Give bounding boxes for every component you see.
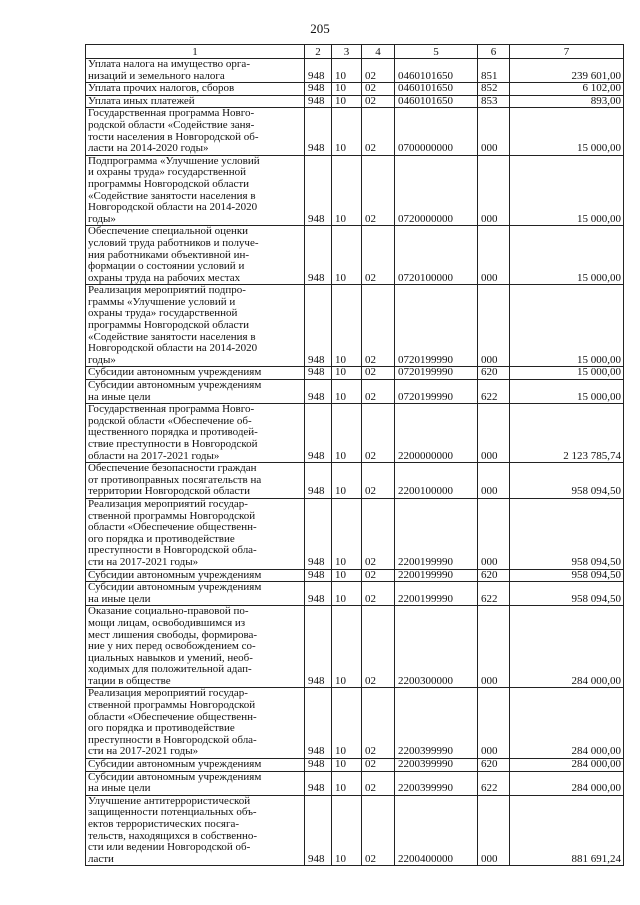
row-amount-cell: 2 123 785,74: [510, 404, 624, 463]
row-ministry-code-cell: 948: [305, 226, 332, 285]
row-subsection-cell: 02: [362, 582, 395, 606]
table-row: [86, 582, 624, 606]
table-row: [86, 367, 624, 380]
header-col-3: 3: [332, 45, 362, 59]
row-target-article-cell: 2200199990: [395, 582, 478, 606]
row-name-cell: Подпрограмма «Улучшение условий и охраны труда» государственной программы Новгородской области «Содействие занятости населения в Новгородской области на 2014-2020 годы»: [86, 155, 305, 226]
page-number: 205: [310, 21, 330, 36]
row-ministry-code-cell: 948: [305, 95, 332, 108]
row-section-cell: 10: [332, 226, 362, 285]
row-target-article-cell: 2200300000: [395, 606, 478, 688]
row-target-article-cell: 0720199990: [395, 380, 478, 404]
row-expense-type-cell: 622: [478, 771, 510, 795]
row-ministry-code-cell: 948: [305, 155, 332, 226]
row-target-article-cell: 0720199990: [395, 367, 478, 380]
row-name-cell: Обеспечение специальной оценки условий труда работников и получе- ния работниками объективной ин- формации о состоянии условий и охраны труда на рабочих местах: [86, 226, 305, 285]
row-subsection-cell: 02: [362, 795, 395, 866]
row-name-cell: Субсидии автономным учреждениям: [86, 569, 305, 582]
row-section-cell: 10: [332, 795, 362, 866]
row-expense-type-cell: 000: [478, 226, 510, 285]
row-ministry-code-cell: 948: [305, 688, 332, 759]
table-row: [86, 771, 624, 795]
row-amount-cell: 284 000,00: [510, 688, 624, 759]
row-target-article-cell: 2200199990: [395, 569, 478, 582]
row-target-article-cell: 2200399990: [395, 688, 478, 759]
row-section-cell: 10: [332, 771, 362, 795]
row-target-article-cell: 0700000000: [395, 108, 478, 155]
table-row: [86, 795, 624, 866]
table-row: [86, 688, 624, 759]
row-ministry-code-cell: 948: [305, 759, 332, 772]
row-subsection-cell: 02: [362, 59, 395, 83]
table-row: [86, 155, 624, 226]
row-amount-cell: 239 601,00: [510, 59, 624, 83]
row-section-cell: 10: [332, 569, 362, 582]
row-expense-type-cell: 000: [478, 688, 510, 759]
row-target-article-cell: 0720000000: [395, 155, 478, 226]
row-amount-cell: 15 000,00: [510, 380, 624, 404]
row-name-cell: Улучшение антитеррористической защищенности потенциальных объ- ектов террористических посяга- тельств, находящихся в собственно- сти или ведении Новгородской об- ласти: [86, 795, 305, 866]
row-section-cell: 10: [332, 380, 362, 404]
row-section-cell: 10: [332, 688, 362, 759]
table-row: [86, 569, 624, 582]
row-section-cell: 10: [332, 498, 362, 569]
row-subsection-cell: 02: [362, 95, 395, 108]
row-section-cell: 10: [332, 759, 362, 772]
row-target-article-cell: 2200100000: [395, 463, 478, 499]
row-target-article-cell: 0720199990: [395, 285, 478, 367]
row-ministry-code-cell: 948: [305, 59, 332, 83]
row-name-cell: Субсидии автономным учреждениям на иные цели: [86, 582, 305, 606]
row-expense-type-cell: 851: [478, 59, 510, 83]
row-subsection-cell: 02: [362, 108, 395, 155]
row-target-article-cell: 2200199990: [395, 498, 478, 569]
row-section-cell: 10: [332, 367, 362, 380]
row-amount-cell: 284 000,00: [510, 771, 624, 795]
row-expense-type-cell: 000: [478, 108, 510, 155]
row-ministry-code-cell: 948: [305, 83, 332, 96]
row-subsection-cell: 02: [362, 155, 395, 226]
row-section-cell: 10: [332, 404, 362, 463]
header-col-5: 5: [395, 45, 478, 59]
row-target-article-cell: 0720100000: [395, 226, 478, 285]
row-name-cell: Реализация мероприятий подпро- граммы «Улучшение условий и охраны труда» государственной программы Новгородской области «Содействие занятости населения в Новгородской области на 2014-2020 годы»: [86, 285, 305, 367]
row-section-cell: 10: [332, 59, 362, 83]
row-ministry-code-cell: 948: [305, 108, 332, 155]
row-section-cell: 10: [332, 606, 362, 688]
row-expense-type-cell: 000: [478, 404, 510, 463]
row-amount-cell: 284 000,00: [510, 759, 624, 772]
table-row: [86, 463, 624, 499]
row-target-article-cell: 2200399990: [395, 771, 478, 795]
row-expense-type-cell: 622: [478, 380, 510, 404]
row-expense-type-cell: 620: [478, 367, 510, 380]
row-amount-cell: 958 094,50: [510, 569, 624, 582]
row-subsection-cell: 02: [362, 404, 395, 463]
row-subsection-cell: 02: [362, 606, 395, 688]
row-name-cell: Государственная программа Новго- родской области «Обеспечение об- щественного порядка и противодей- ствие преступности в Новгородской области на 2017-2021 годы»: [86, 404, 305, 463]
row-expense-type-cell: 853: [478, 95, 510, 108]
row-ministry-code-cell: 948: [305, 498, 332, 569]
table-row: [86, 59, 624, 83]
row-ministry-code-cell: 948: [305, 404, 332, 463]
table-row: [86, 226, 624, 285]
row-subsection-cell: 02: [362, 498, 395, 569]
row-target-article-cell: 2200000000: [395, 404, 478, 463]
row-amount-cell: 6 102,00: [510, 83, 624, 96]
row-ministry-code-cell: 948: [305, 569, 332, 582]
budget-table: [85, 44, 624, 866]
row-subsection-cell: 02: [362, 463, 395, 499]
header-col-2: 2: [305, 45, 332, 59]
row-subsection-cell: 02: [362, 569, 395, 582]
row-subsection-cell: 02: [362, 367, 395, 380]
row-ministry-code-cell: 948: [305, 606, 332, 688]
row-ministry-code-cell: 948: [305, 285, 332, 367]
row-expense-type-cell: 622: [478, 582, 510, 606]
row-name-cell: Уплата прочих налогов, сборов: [86, 83, 305, 96]
row-ministry-code-cell: 948: [305, 771, 332, 795]
row-target-article-cell: 2200400000: [395, 795, 478, 866]
row-target-article-cell: 0460101650: [395, 83, 478, 96]
row-name-cell: Обеспечение безопасности граждан от противоправных посягательств на территории Новгородской области: [86, 463, 305, 499]
row-name-cell: Уплата налога на имущество орга- низаций и земельного налога: [86, 59, 305, 83]
row-amount-cell: 958 094,50: [510, 582, 624, 606]
row-name-cell: Субсидии автономным учреждениям на иные цели: [86, 771, 305, 795]
table-row: [86, 759, 624, 772]
row-ministry-code-cell: 948: [305, 582, 332, 606]
row-target-article-cell: 0460101650: [395, 95, 478, 108]
row-subsection-cell: 02: [362, 688, 395, 759]
row-name-cell: Субсидии автономным учреждениям на иные цели: [86, 380, 305, 404]
row-name-cell: Оказание социально-правовой по- мощи лицам, освободившимся из мест лишения свободы, формирова- ние у них перед освобождением со- циальных навыков и умений, необ- ходимых для положительной адап- тации в обществе: [86, 606, 305, 688]
row-section-cell: 10: [332, 83, 362, 96]
table-header: [86, 45, 624, 59]
row-subsection-cell: 02: [362, 226, 395, 285]
row-expense-type-cell: 000: [478, 285, 510, 367]
row-subsection-cell: 02: [362, 380, 395, 404]
row-name-cell: Субсидии автономным учреждениям: [86, 367, 305, 380]
row-expense-type-cell: 000: [478, 155, 510, 226]
row-expense-type-cell: 852: [478, 83, 510, 96]
row-target-article-cell: 0460101650: [395, 59, 478, 83]
row-expense-type-cell: 000: [478, 498, 510, 569]
table-row: [86, 606, 624, 688]
row-name-cell: Реализация мероприятий государ- ственной программы Новгородской области «Обеспечение общественн- ого порядка и противодействие преступности в Новгородской обла- сти на 2017-2021 годы»: [86, 498, 305, 569]
row-section-cell: 10: [332, 155, 362, 226]
row-subsection-cell: 02: [362, 759, 395, 772]
table-row: [86, 83, 624, 96]
row-expense-type-cell: 000: [478, 606, 510, 688]
header-col-6: 6: [478, 45, 510, 59]
row-subsection-cell: 02: [362, 83, 395, 96]
row-expense-type-cell: 620: [478, 569, 510, 582]
row-amount-cell: 958 094,50: [510, 498, 624, 569]
header-row: [86, 45, 624, 59]
row-amount-cell: 958 094,50: [510, 463, 624, 499]
row-amount-cell: 284 000,00: [510, 606, 624, 688]
row-name-cell: Уплата иных платежей: [86, 95, 305, 108]
table-row: [86, 285, 624, 367]
row-name-cell: Реализация мероприятий государ- ственной программы Новгородской области «Обеспечение общественн- ого порядка и противодействие преступности в Новгородской обла- сти на 2017-2021 годы»: [86, 688, 305, 759]
row-amount-cell: 881 691,24: [510, 795, 624, 866]
header-col-1: 1: [86, 45, 305, 59]
row-section-cell: 10: [332, 108, 362, 155]
row-amount-cell: 15 000,00: [510, 108, 624, 155]
row-amount-cell: 15 000,00: [510, 155, 624, 226]
table-body: [86, 59, 624, 866]
table-row: [86, 95, 624, 108]
row-subsection-cell: 02: [362, 771, 395, 795]
row-name-cell: Государственная программа Новго- родской области «Содействие заня- тости населения в Новгородской об- ласти на 2014-2020 годы»: [86, 108, 305, 155]
header-col-7: 7: [510, 45, 624, 59]
row-expense-type-cell: 000: [478, 463, 510, 499]
table-row: [86, 498, 624, 569]
row-name-cell: Субсидии автономным учреждениям: [86, 759, 305, 772]
row-ministry-code-cell: 948: [305, 795, 332, 866]
row-ministry-code-cell: 948: [305, 463, 332, 499]
row-target-article-cell: 2200399990: [395, 759, 478, 772]
table-row: [86, 380, 624, 404]
row-expense-type-cell: 620: [478, 759, 510, 772]
row-amount-cell: 15 000,00: [510, 226, 624, 285]
row-amount-cell: 15 000,00: [510, 367, 624, 380]
row-section-cell: 10: [332, 285, 362, 367]
row-ministry-code-cell: 948: [305, 367, 332, 380]
header-col-4: 4: [362, 45, 395, 59]
table-row: [86, 404, 624, 463]
row-amount-cell: 15 000,00: [510, 285, 624, 367]
row-subsection-cell: 02: [362, 285, 395, 367]
row-ministry-code-cell: 948: [305, 380, 332, 404]
row-expense-type-cell: 000: [478, 795, 510, 866]
row-section-cell: 10: [332, 582, 362, 606]
row-section-cell: 10: [332, 463, 362, 499]
row-section-cell: 10: [332, 95, 362, 108]
row-amount-cell: 893,00: [510, 95, 624, 108]
table-row: [86, 108, 624, 155]
